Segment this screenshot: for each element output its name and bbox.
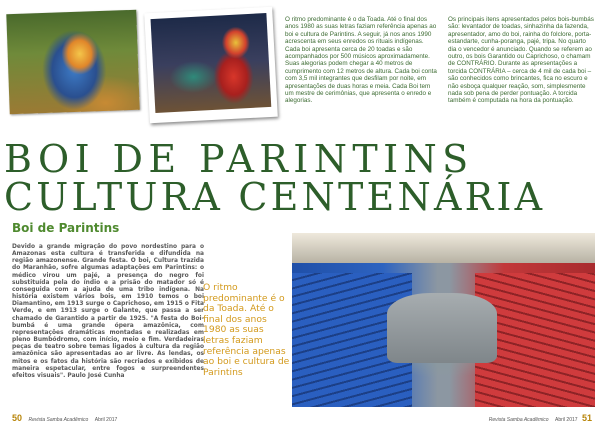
section-heading: Boi de Parintins: [12, 221, 120, 235]
publication-name: Revista Samba Acadêmico: [488, 417, 549, 423]
footer-left: [12, 408, 117, 426]
publication-name: Revista Samba Acadêmico: [28, 417, 89, 423]
issue-date: Abril 2017: [555, 417, 578, 423]
pull-quote: O ritmo predominante é o da Toada. Até o final dos anos 1980 as suas letras faziam referência apenas ao boi e cultura de Parintins: [203, 282, 290, 378]
body-text: Devido a grande migração do povo nordestino para o Amazonas esta cultura é transferida e difundida na região amazonense. Grande festa. O boi, Cultura trazida do Maranhão, sofre algumas adaptações em Parintins: o médico virou um pajé, a presença do negro foi substituída pela do índio e a prisão do matador só é conseguida com a ajuda de uma tribo indígena. Na história existem vários bois, em 1910 temos o boi Diamantino, em 1913 surge o Caprichoso, em 1915 o Fita Verde, e em 1913 surge o Galante, que passa a ser chamado de Garantido a partir de 1925. "A festa do Boi-bumbá é uma grande ópera amazônica, com representações dramáticas montadas e realizadas em pleno Bumbódromo, com início, meio e fim. Verdadeiras peças de teatro sobre temas ligados à cultura da região amazônica são apresentadas ao ar livre. As lendas, os mitos e os fatos da história são recriados e exibidos de maneira espetacular, entre fogos e surpreendentes efeitos visuais". Paulo José Cunha: [12, 244, 204, 379]
issue-date: Abril 2017: [94, 417, 118, 423]
photo-bumbodromo-arena: [292, 233, 595, 407]
article-title-line-1: BOI DE PARINTINS: [4, 137, 474, 181]
text-column-top-right: Os principais itens apresentados pelos bois-bumbás são: levantador de toadas, sinhazinha da fazenda, apresentador, amo do boi, rainha do folclore, porta-estandarte, cunha-poranga, pajé, tripa. No quarto dia o vencedor é anunciado. Quando se referem ao outro, os bois Garantido ou Caprichoso, o chamam de CONTRÁRIO. Durante as apresentações a torcida CONTRÁRIA – cerca de 4 mil de cada boi – são conhecidos como brincantes, fica no escuro e não esboça qualquer reação, som, simplesmente nada sob pena de perder pontuação. A torcida também é computada na hora da pontuação.: [448, 16, 594, 105]
photo-boi-costume: [6, 10, 139, 114]
page-number-left: 50: [12, 413, 23, 423]
article-title-line-2: CULTURA CENTENÁRIA: [4, 175, 546, 219]
footer-right: [487, 408, 592, 426]
text-column-top-middle: O ritmo predominante é o da Toada. Até o final dos anos 1980 as suas letras faziam referência apenas ao boi e cultura de Parintins. A seguir, já nos anos 1990 acrescenta em seus enredos os rituais indígenas. Cada boi apresenta cerca de 20 toadas e são acompanhados por 500 músicos aproximadamente. Suas alegorias podem chegar a 40 metros de cumprimento com 12 metros de altura. Cada boi conta com 3,5 mil integrantes que desfilam por noite, em apresentações de duas horas e meia. Cada Boi tem um mestre de cerimônias, que apresenta o enredo e alegorias.: [285, 16, 437, 105]
photo-dancer: [144, 7, 278, 124]
page-number-right: 51: [581, 413, 592, 423]
